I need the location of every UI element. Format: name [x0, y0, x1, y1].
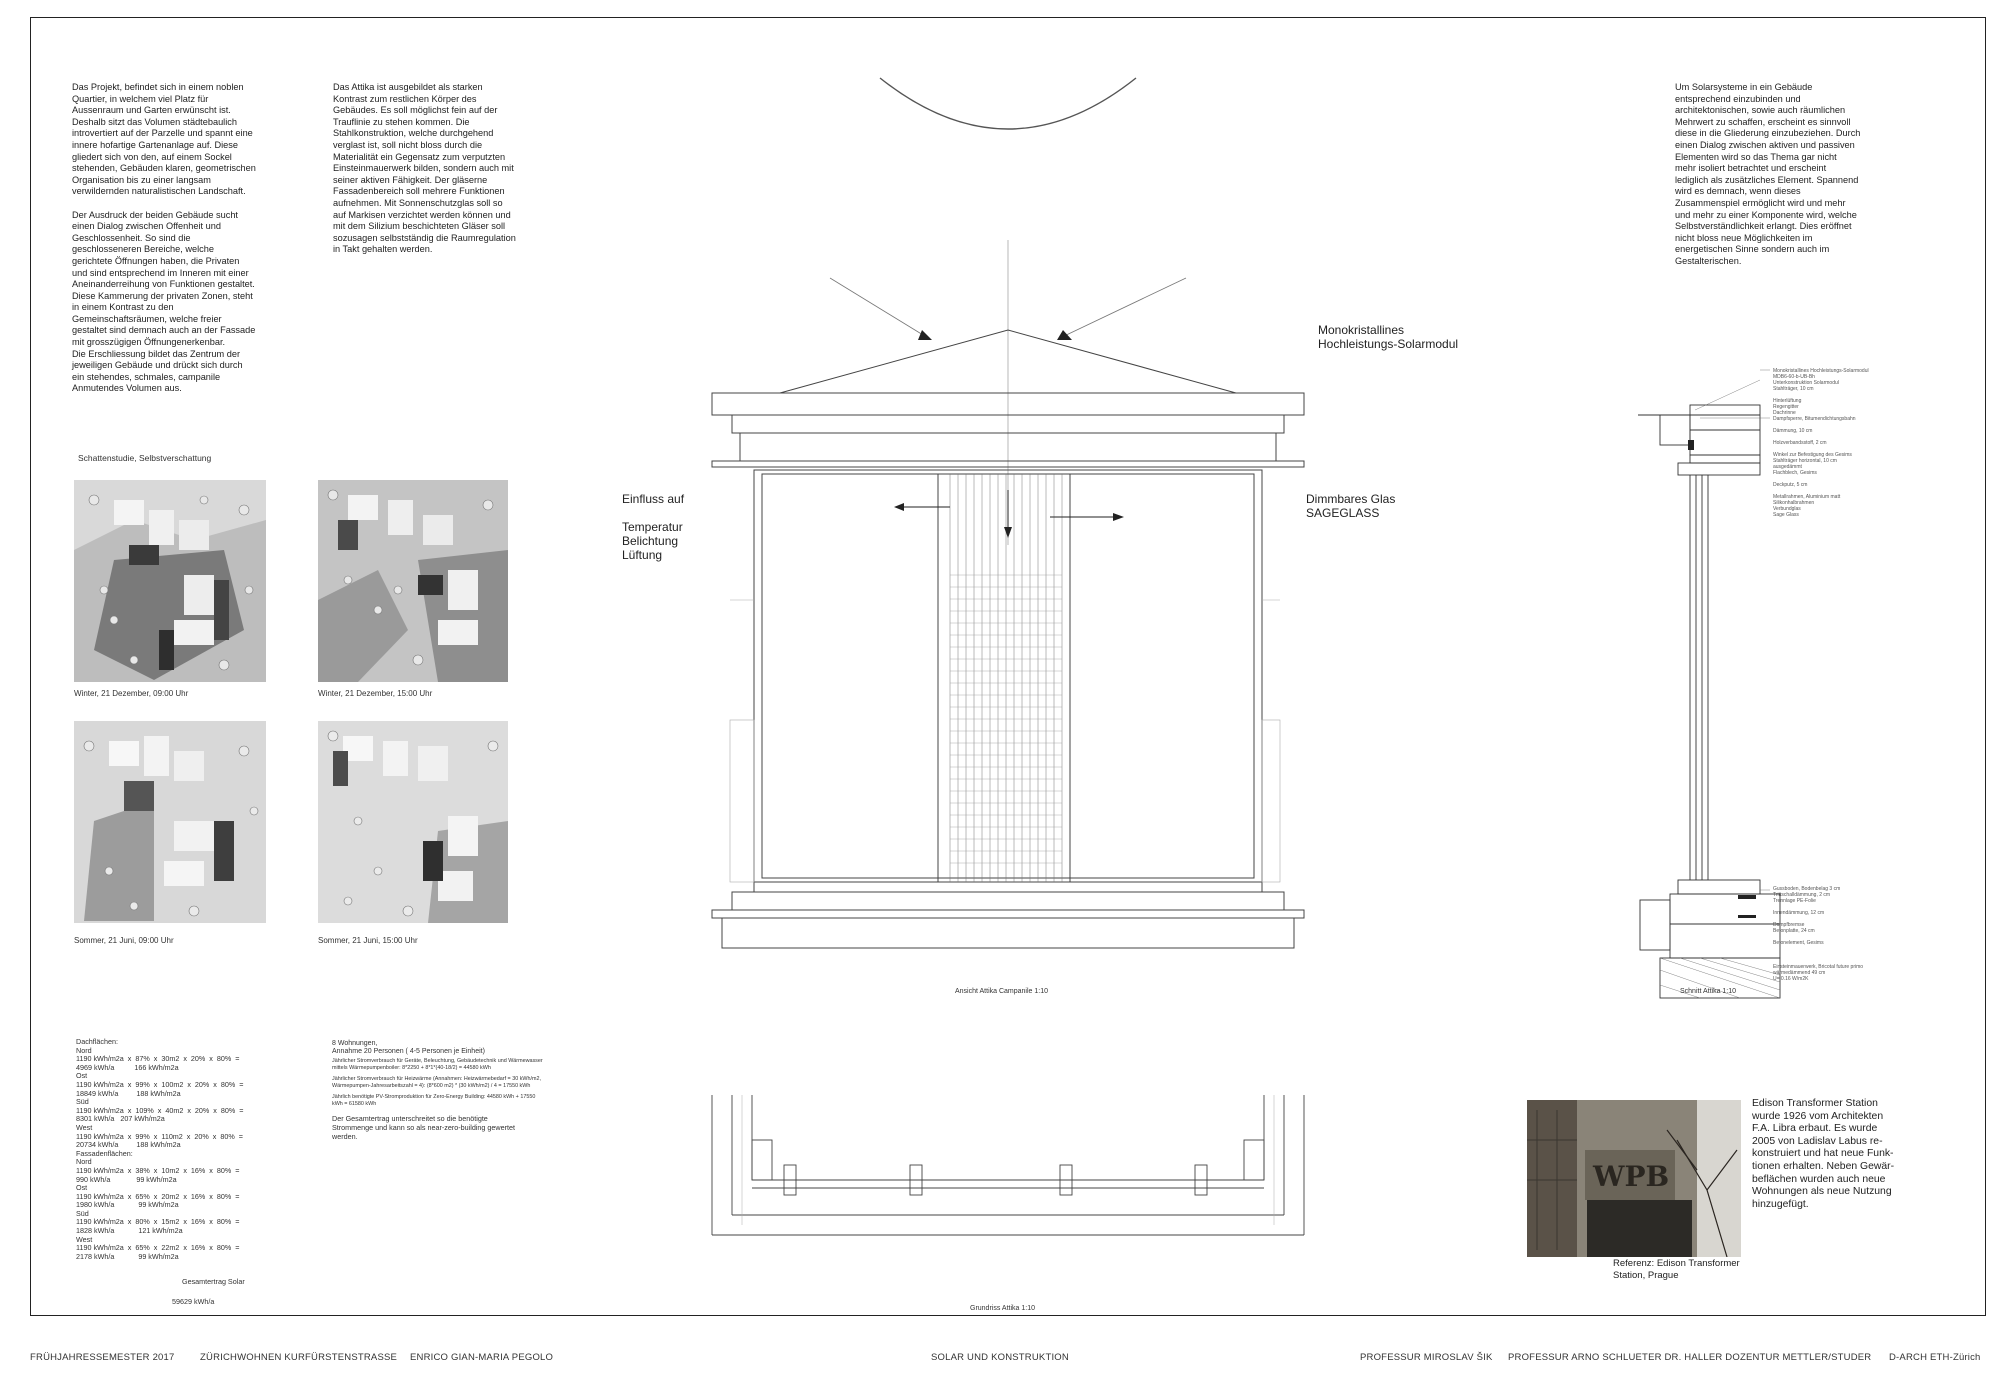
reference-caption: Referenz: Edison Transformer Station, Prague: [1613, 1258, 1740, 1281]
label-influence: Einfluss auf Temperatur Belichtung Lüftung: [622, 492, 685, 562]
footer-department: D-ARCH ETH-Zürich: [1889, 1352, 1981, 1363]
shadow-caption-3: Sommer, 21 Juni, 09:00 Uhr: [74, 936, 174, 945]
reference-sign-text: WPB: [1593, 1160, 1670, 1193]
footer-author: ENRICO GIAN-MARIA PEGOLO: [410, 1352, 554, 1363]
housing-p3: Jährlich benötigte PV-Stromproduktion für Zero-Energy Building: 44580 kWh + 17550 kWh = 61580 kWh: [332, 1094, 536, 1107]
section-notes-bottom: Gussboden, Bodenbelag 3 cm Trittschalldämmung, 2 cm Trennlage PE-Folie Innendämmung, 12 cm Dampfbremse Betonplatte, 24 cm Betonelement, Gesims Einsteinmauerwerk, Bricotal future primo wärmedämmend 49 cm U= 0.16 W/m2K: [1773, 886, 1864, 982]
shadow-study-title: Schattenstudie, Selbstverschattung: [78, 453, 212, 463]
housing-heading: 8 Wohnungen, Annahme 20 Personen ( 4-5 Personen je Einheit): [332, 1040, 485, 1055]
footer-prof2: PROFESSUR ARNO SCHLUETER DR. HALLER DOZENTUR METTLER/STUDER: [1508, 1352, 1872, 1363]
solar-total-value: 59629 kWh/a: [172, 1297, 215, 1306]
housing-p1: Jährlicher Stromverbrauch für Geräte, Beleuchtung, Gebäudetechnik und Wärmewasser mittels Wärmepumpenboiler: 8*2250 + 8*1*(40-18/2) = 44580 kWh: [332, 1058, 543, 1071]
footer-topic: SOLAR UND KONSTRUKTION: [931, 1352, 1069, 1363]
elevation-caption: Ansicht Attika Campanile 1:10: [955, 988, 1048, 995]
intro-text-left: Das Projekt, befindet sich in einem noblen Quartier, in welchem viel Platz für Aussenraum und Garten erwünscht ist. Deshalb sitzt das Volumen städtebaulich introvertiert auf der Parzelle und spannt eine innere hofartige Gartenanlage auf. Diese gliedert sich von den, auf einem Sockel stehenden, Gebäuden klaren, geometrischen Organisation bis zu einer langsam verwildernden naturalistischen Landschaft. Der Ausdruck der beiden Gebäude sucht einen Dialog zwischen Offenheit und Geschlossenheit. So sind die geschlosseneren Bereiche, welche gerichtete Öffnungen haben, die Privaten und sind entsprechend im Inneren mit einer Aneinanderreihung von Funktionen gestaltet. Diese Kammerung der privaten Zonen, steht in einem Kontrast zu den Gemeinschaftsräumen, welche freier gestaltet sind demnach auch an der Fassade mit grosszügigen Öffnungenerkenbar. Die Erschliessung bildet das Zentrum der jeweiligen Gebäude und drückt sich durch ein stehendes, schmales, campanile Anmutendes Volumen aus.: [72, 82, 256, 394]
label-solar-module: Monokristallines Hochleistungs-Solarmodul: [1318, 323, 1459, 351]
section-notes-top: Monokristallines Hochleistungs-Solarmodul MDB6-60-b-UB-Bh Unterkonstruktion Solarmodul Stahlträger, 10 cm Hinterlüftung Regengitter Dachrinne Dampfsperre, Bitumendichtungsbahn Dämmung, 10 cm Holzverbandsstoff, 2 cm Winkel zur Befestigung des Gesims Stahlträger horizontal, 10 cm ausgedämmt Flachblech, Gesims Deckputz, 5 cm Metallrahmen, Aluminium matt Silikonhalbrahmen Verbundglas Sage Glass: [1773, 368, 1869, 518]
plan-caption: Grundriss Attika 1:10: [970, 1305, 1035, 1312]
intro-text-right: Um Solarsysteme in ein Gebäude entsprechend einzubinden und architektonischen, sowie auch räumlichen Mehrwert zu schaffen, erscheint es sinnvoll diese in die Gliederung einzubeziehen. Durch einen Dialog zwischen aktiven und passiven Elementen wird so das Thema gar nicht mehr isoliert betrachtet und erscheint lediglich als zusätzliches Element. Spannend wird es demnach, wenn dieses Zusammenspiel ermöglicht wird und mehr und mehr zu einer Komponente wird, welche Selbstverständlichkeit erlangt. Dies eröffnet nicht bloss neue Möglichkeiten im energetischen Sinne sondern auch im Gestalterischen.: [1675, 82, 1861, 266]
footer-semester: FRÜHJAHRESSEMESTER 2017: [30, 1352, 175, 1363]
shadow-caption-2: Winter, 21 Dezember, 15:00 Uhr: [318, 689, 433, 698]
label-dimmable-glass: Dimmbares Glas SAGEGLASS: [1306, 492, 1396, 520]
housing-conclusion: Der Gesamtertrag unterschreitet so die benötigte Strommenge und kann so als near-zero-building gewertet werden.: [332, 1114, 515, 1141]
intro-text-middle: Das Attika ist ausgebildet als starken Kontrast zum restlichen Körper des Gebäudes. Es soll möglichst fein auf der Trauflinie zu stehen kommen. Die Stahlkonstruktion, welche durchgehend verglast ist, soll nicht bloss durch die Materialität ein Gegensatz zum verputzten Einsteinmauerwerk bilden, sondern auch mit seiner aktiven Fähigkeit. Der gläserne Fassadenbereich soll mehrere Funktionen aufnehmen. Mit Sonnenschutzglas soll so auf Markisen verzichtet werden können und mit dem Silizium beschichteten Gläser soll sozusagen selbstständig die Raumregulation in Takt gehalten werden.: [333, 82, 516, 255]
footer-project: ZÜRICHWOHNEN KURFÜRSTENSTRASSE: [200, 1352, 398, 1363]
footer-prof1: PROFESSUR MIROSLAV ŠIK: [1360, 1352, 1493, 1363]
reference-text: Edison Transformer Station wurde 1926 vom Architekten F.A. Libra erbaut. Es wurde 2005 von Ladislav Labus re- konstruiert und hat neue Funk- tionen erhalten. Neben Gewär- beflächen wurden auch neue Wohnungen als neue Nutzung hinzugefügt.: [1752, 1098, 1895, 1210]
section-caption: Schnitt Attika 1:10: [1680, 988, 1737, 995]
reference-photo: [1527, 1100, 1741, 1257]
shadow-caption-1: Winter, 21 Dezember, 09:00 Uhr: [74, 689, 189, 698]
solar-total-label: Gesamtertrag Solar: [182, 1277, 245, 1286]
shadow-caption-4: Sommer, 21 Juni, 15:00 Uhr: [318, 936, 418, 945]
housing-p2: Jährlicher Stromverbrauch für Heizwärme (Annahmen: Heizwärmebedarf = 30 kWh/m2, Wärmepumpen-Jahresarbeitszahl = 4): (8*600 m2) * (30 kWh/m2) / 4 = 17550 kWh: [332, 1076, 541, 1089]
solar-calculation: Dachflächen: Nord 1190 kWh/m2a x 87% x 30m2 x 20% x 80% = 4969 kWh/a 166 kWh/m2a Ost 1190 kWh/m2a x 99% x 100m2 x 20% x 80% = 18849 kWh/a 188 kWh/m2a Süd 1190 kWh/m2a x 109% x 40m2 x 20% x 80% = 8301 kWh/a 207 kWh/m2a West 1190 kWh/m2a x 99% x 110m2 x 20% x 80% = 20734 kWh/a 188 kWh/m2a Fassadenflächen: Nord 1190 kWh/m2a x 38% x 10m2 x 16% x 80% = 990 kWh/a 99 kWh/m2a Ost 1190 kWh/m2a x 65% x 20m2 x 16% x 80% = 1980 kWh/a 99 kWh/m2a Süd 1190 kWh/m2a x 80% x 15m2 x 16% x 80% = 1828 kWh/a 121 kWh/m2a West 1190 kWh/m2a x 65% x 22m2 x 16% x 80% = 2178 kWh/a 99 kWh/m2a: [76, 1037, 244, 1261]
